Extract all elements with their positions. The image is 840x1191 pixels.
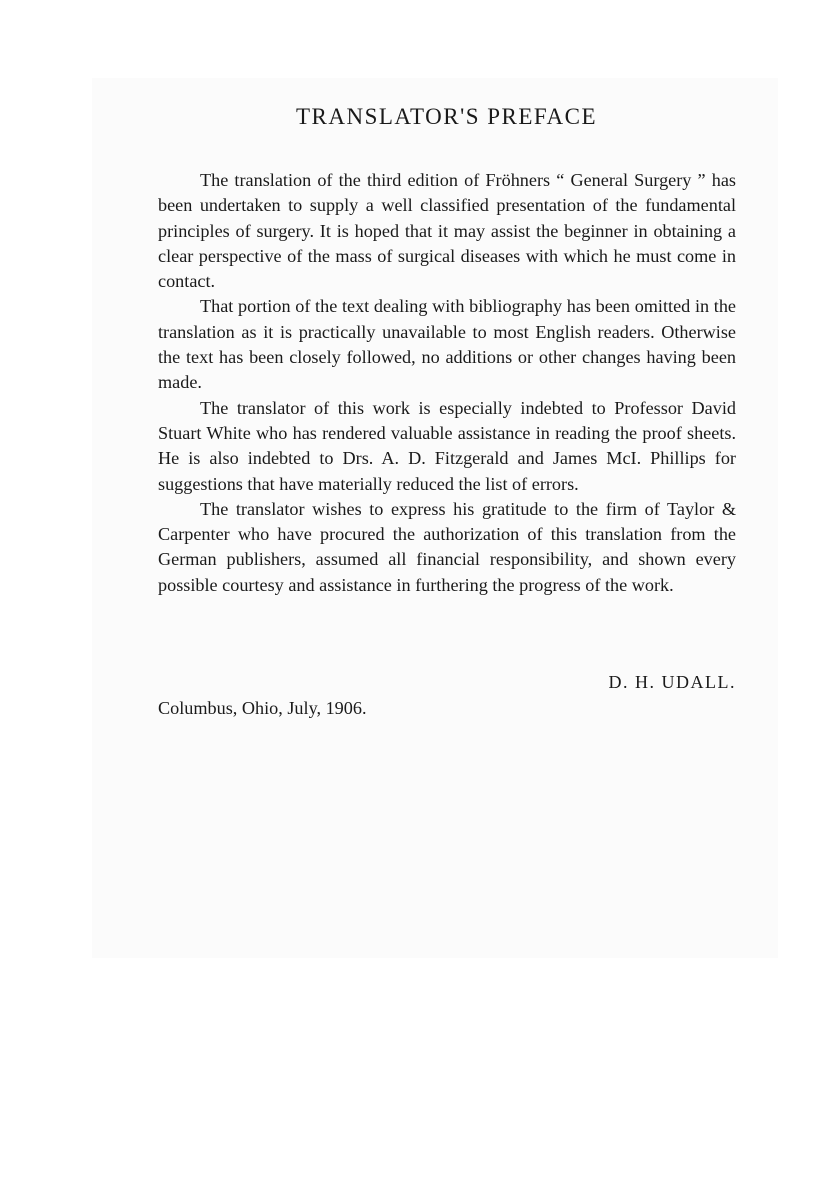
paragraph-4: The translator wishes to express his gratitude to the firm of Taylor & Carpenter who have procured the authorization of this translation from the German publishers, assumed all financial responsibility, and shown every possible courtesy and assistance in furthering the progress of the work. (158, 498, 736, 595)
page-title: TRANSLATOR'S PREFACE (295, 104, 598, 129)
place-date: Columbus, Ohio, July, 1906. (158, 698, 367, 718)
paragraph-2: That portion of the text dealing with bibliography has been omitted in the translation as it is practically unavailable to most English readers. Otherwise the text has been closely followed, no additions or other changes having been made. (158, 296, 736, 393)
paragraph-3: The translator of this work is especially indebted to Professor David Stuart White who has rendered valuable assistance in reading the proof sheets. He is also indebted to Drs. A. D. Fitzgerald and James McI. Phillips for suggestions that have materially reduced the list of errors. (158, 397, 736, 494)
paragraph-1: The translation of the third edition of Fröhners “ General Surgery ” has been undertaken to supply a well classified presentation of the fundamental principles of surgery. It is hoped that it may assist the beginner in obtaining a clear perspective of the mass of surgical diseases with which he must come in contact. (158, 170, 736, 292)
signature: D. H. UDALL. (608, 672, 736, 692)
preface-body (158, 168, 736, 598)
